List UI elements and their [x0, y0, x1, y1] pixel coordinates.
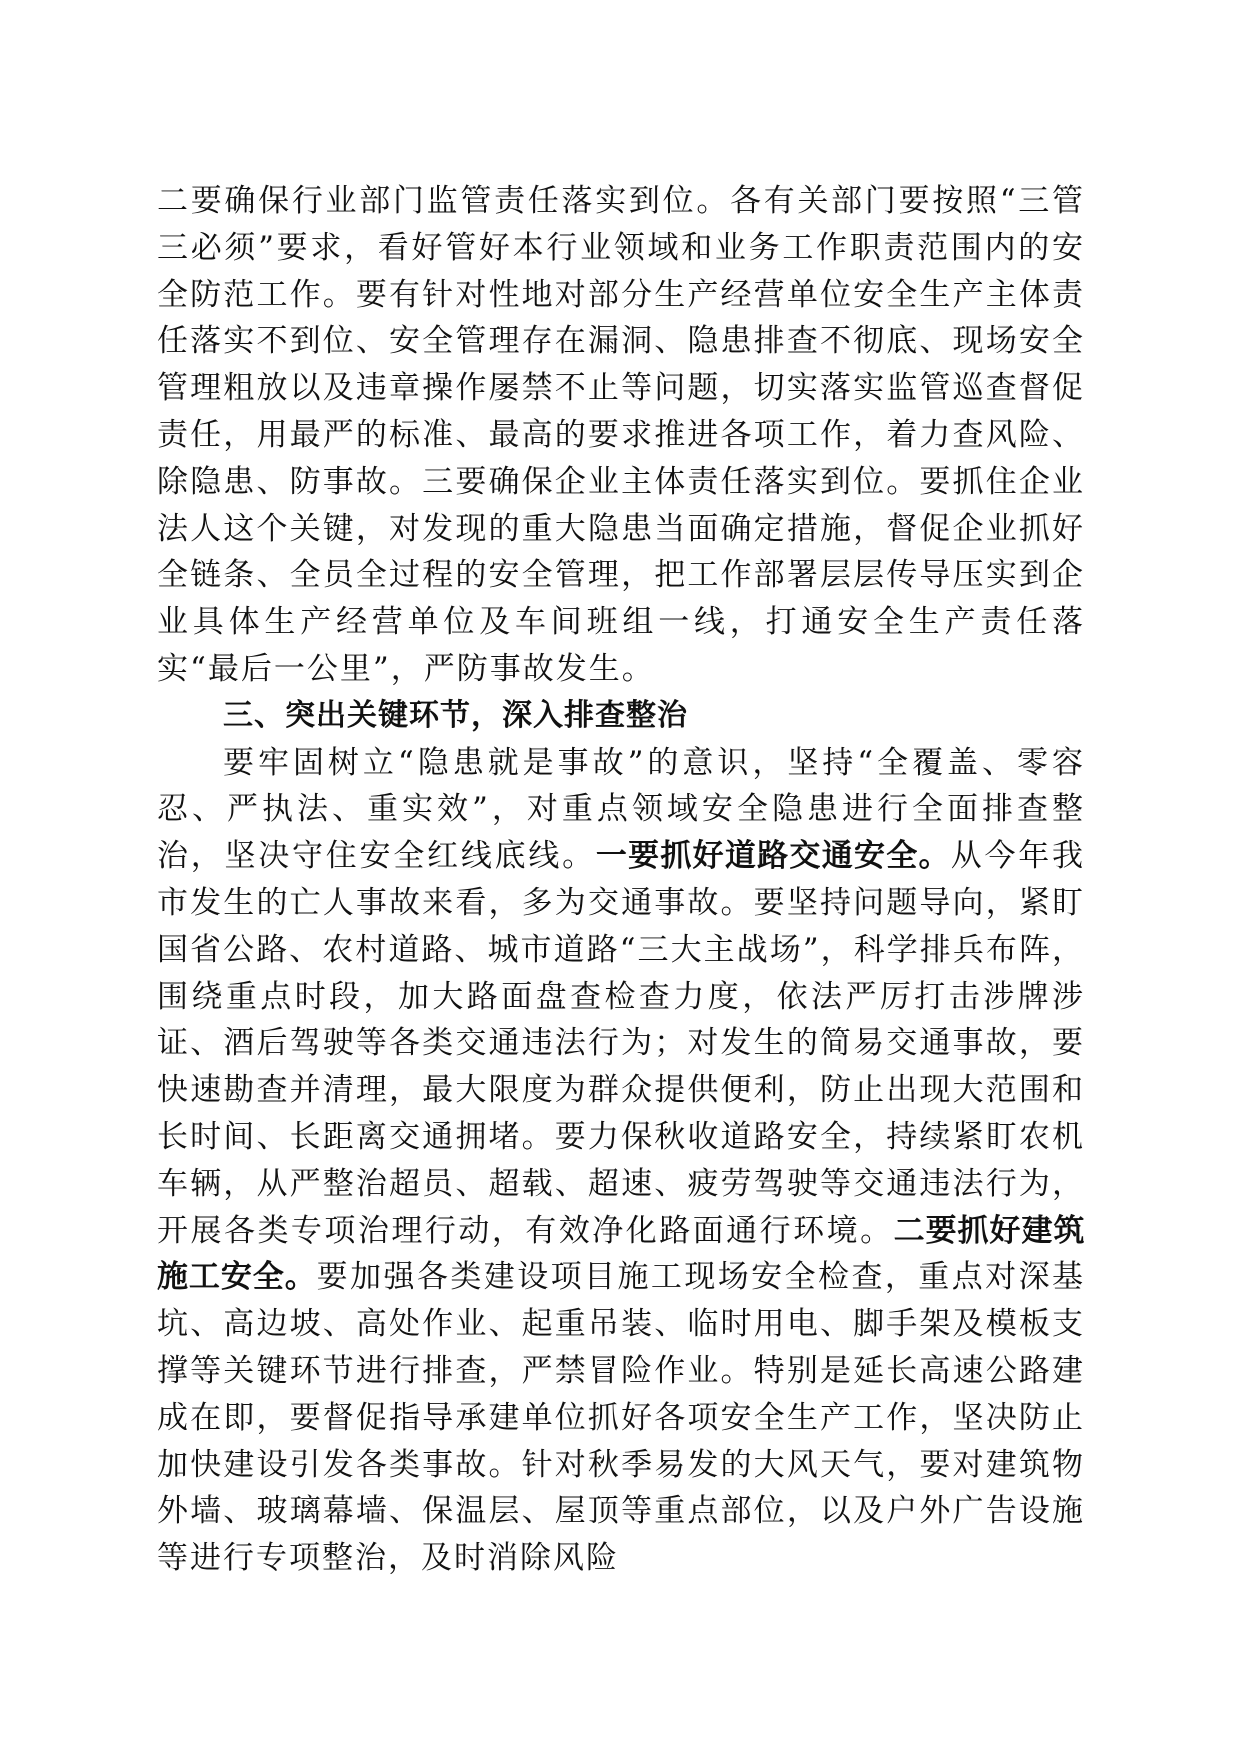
point-road-traffic-heading: 一要抓好道路交通安全。 — [595, 838, 951, 875]
paragraph-responsibility-text: 二要确保行业部门监管责任落实到位。各有关部门要按照“三管三必须”要求，看好管好本行业领域和业务工作职责范围内的安全防范工作。要有针对性地对部分生产经营单位安全生产主体责任落实不到位、安全管理存在漏洞、隐患排查不彻底、现场安全管理粗放以及违章操作屡禁不止等问题，切实落实监管巡查督促责任，用最严的标准、最高的要求推进各项工作，着力查风险、除隐患、防事故。三要确保企业主体责任落实到位。要抓住企业法人这个关键，对发现的重大隐患当面确定措施，督促企业抓好全链条、全员全过程的安全管理，把工作部署层层传导压实到企业具体生产经营单位及车间班组一线，打通安全生产责任落实“最后一公里”，严防事故发生。 — [157, 183, 1085, 687]
section-heading-3: 三、突出关键环节，深入排查整治 — [223, 697, 688, 733]
point-construction-text: 要加强各类建设项目施工现场安全检查，重点对深基坑、高边坡、高处作业、起重吊装、临时用电、脚手架及模板支撑等关键环节进行排查，严禁冒险作业。特别是延长高速公路建成在即，要督促指导承建单位抓好各项安全生产工作，坚决防止加快建设引发各类事故。针对秋季易发的大风天气，要对建筑物外墙、玻璃幕墙、保温层、屋顶等重点部位，以及户外广告设施等进行专项整治，及时消除风险 — [157, 1259, 1086, 1577]
document-page — [157, 178, 1085, 1582]
paragraph-inspection — [157, 740, 1085, 1582]
point-construction-heading: 二要抓好建筑施工安全。 — [157, 1212, 1086, 1296]
point-road-traffic-text: 从今年我市发生的亡人事故来看，多为交通事故。要坚持问题导向，紧盯国省公路、农村道路、城市道路“三大主战场”，科学排兵布阵，围绕重点时段，加大路面盘查检查力度，依法严厉打击涉牌涉证、酒后驾驶等各类交通违法行为；对发生的简易交通事故，要快速勘查并清理，最大限度为群众提供便利，防止出现大范围和长时间、长距离交通拥堵。要力保秋收道路安全，持续紧盯农机车辆，从严整治超员、超载、超速、疲劳驾驶等交通违法行为，开展各类专项治理行动，有效净化路面通行环境。 — [157, 838, 1086, 1249]
paragraph-responsibility — [157, 178, 1085, 693]
paragraph-inspection-intro: 要牢固树立“隐患就是事故”的意识，坚持“全覆盖、零容忍、严执法、重实效”，对重点领域安全隐患进行全面排查整治，坚决守住安全红线底线。 — [157, 744, 1085, 875]
